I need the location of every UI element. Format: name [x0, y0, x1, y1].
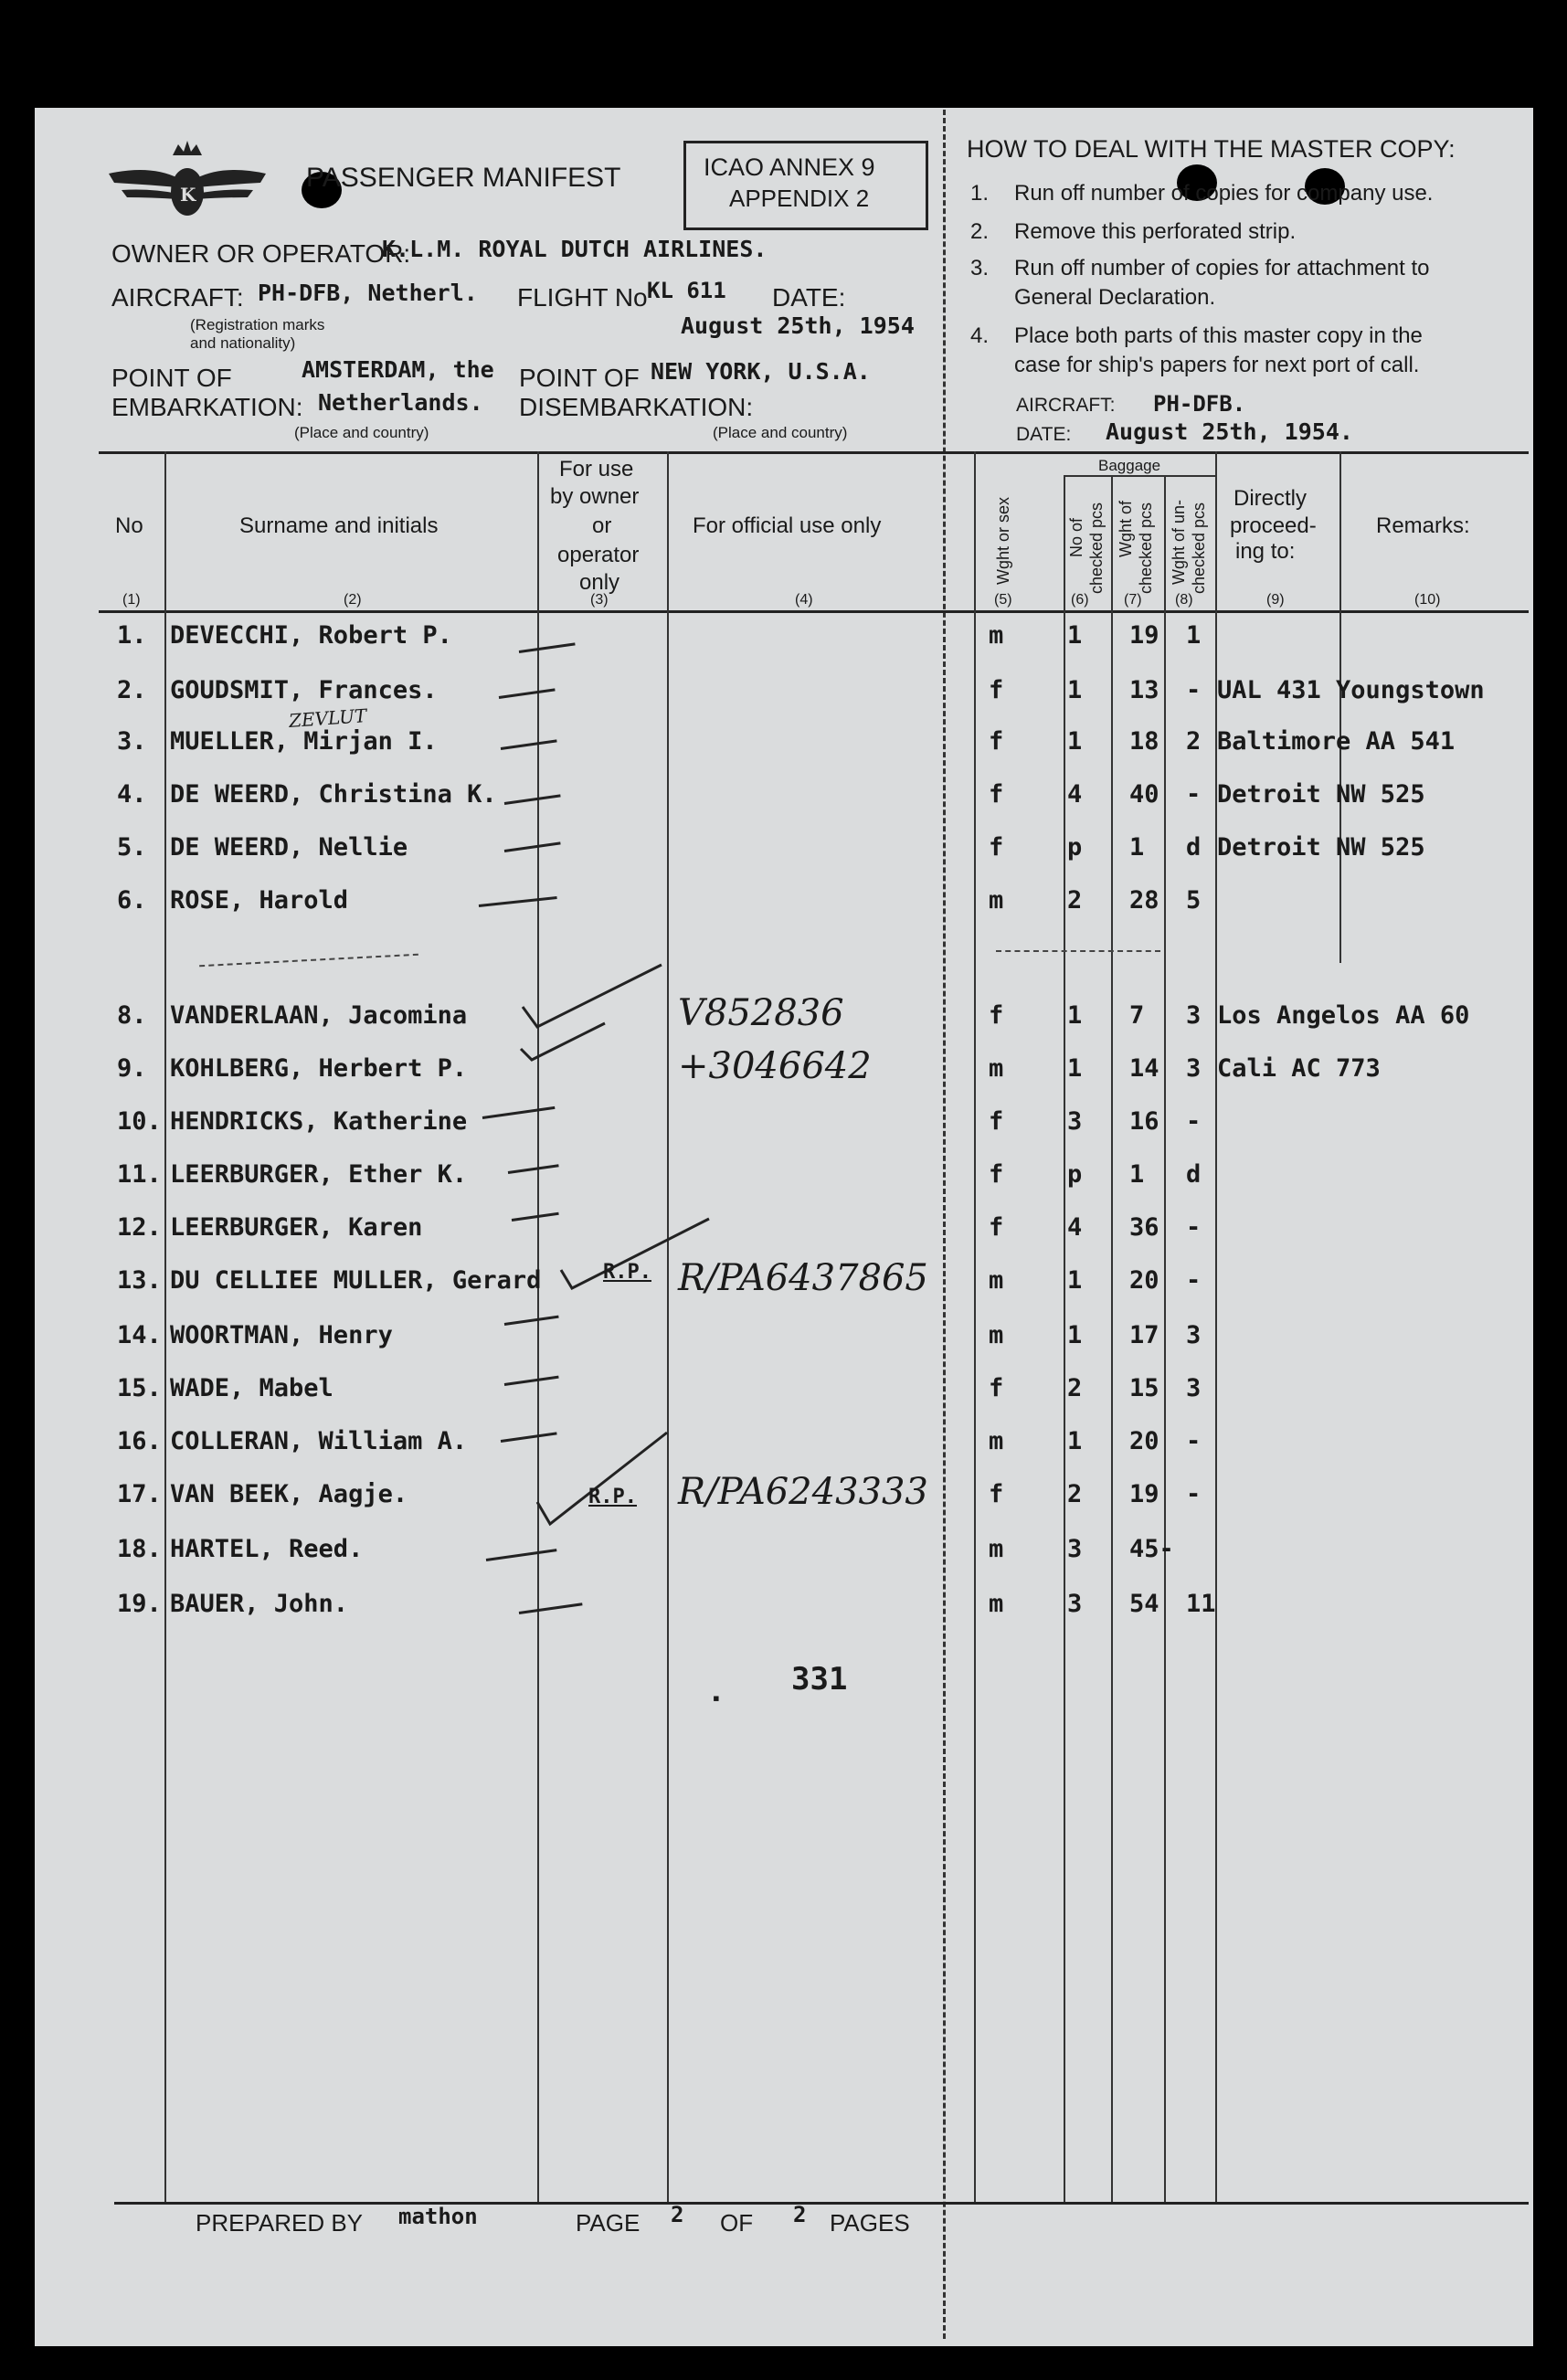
checked-weight: 54: [1129, 1590, 1159, 1618]
passenger-no: 3.: [117, 727, 147, 756]
col-header-owner-3: or: [592, 513, 612, 538]
table-row: [0, 676, 1567, 722]
table-row: [0, 727, 1567, 773]
aircraft-value: PH-DFB, Netherl.: [258, 280, 478, 306]
passenger-no: 14.: [117, 1321, 162, 1349]
passenger-sex: f: [989, 833, 1004, 862]
right-date-label: DATE:: [1016, 424, 1072, 445]
checked-pieces: 1: [1067, 1427, 1083, 1455]
checked-pieces: p: [1067, 833, 1083, 862]
instruction-text: Place both parts of this master copy in the: [1014, 323, 1423, 348]
table-row: [0, 1590, 1567, 1635]
checked-pieces: 4: [1067, 1213, 1083, 1242]
col-header-no-checked-2: checked pcs: [1087, 502, 1106, 594]
unchecked-weight: 3: [1186, 1374, 1202, 1402]
right-aircraft-value: PH-DFB.: [1153, 391, 1246, 417]
passenger-name: DE WEERD, Christina K.: [170, 780, 497, 809]
instruction-num: 2.: [970, 219, 990, 244]
passenger-no: 18.: [117, 1535, 162, 1563]
col-header-no-checked-1: No of: [1067, 517, 1085, 557]
passenger-name: HARTEL, Reed.: [170, 1535, 364, 1563]
col-number: (5): [994, 592, 1012, 608]
destination: Detroit NW 525: [1217, 833, 1425, 862]
official-use-entry: R/PA6243333: [678, 1471, 928, 1513]
of-label: OF: [720, 2209, 754, 2237]
table-row: [0, 1045, 1567, 1100]
checked-weight: 14: [1129, 1054, 1159, 1083]
col-number: (9): [1266, 592, 1285, 608]
passenger-name: COLLERAN, William A.: [170, 1427, 468, 1455]
destination: Los Angelos AA 60: [1217, 1001, 1470, 1030]
page-value: 2: [671, 2202, 684, 2227]
instruction-num: 1.: [970, 181, 990, 206]
col-number: (1): [122, 592, 141, 608]
checked-pieces: 1: [1067, 1266, 1083, 1295]
flight-value: KL 611: [647, 278, 726, 303]
passenger-no: 1.: [117, 621, 147, 650]
owner-value: K.L.M. ROYAL DUTCH AIRLINES.: [382, 236, 768, 262]
unchecked-weight: -: [1186, 676, 1202, 704]
deleted-row-line: [996, 950, 1160, 952]
col-header-wght-unchecked-2: checked pcs: [1190, 502, 1208, 594]
passenger-name: DU CELLIEE MULLER, Gerard: [170, 1266, 542, 1295]
passenger-sex: m: [989, 1266, 1004, 1295]
checked-pieces: 2: [1067, 1480, 1083, 1508]
table-row: [0, 1471, 1567, 1526]
checked-weight: 45-: [1129, 1535, 1174, 1563]
checkmark-icon: [534, 1429, 671, 1529]
table-row: [0, 992, 1567, 1047]
checked-pieces: p: [1067, 1160, 1083, 1189]
owner-label: OWNER OR OPERATOR:: [111, 239, 411, 268]
col-header-directly-3: ing to:: [1235, 539, 1296, 564]
passenger-no: 2.: [117, 676, 147, 704]
instruction-num: 4.: [970, 323, 990, 348]
rp-mark: R.P.: [588, 1486, 637, 1508]
col-header-baggage: Baggage: [1098, 457, 1161, 474]
passenger-sex: m: [989, 621, 1004, 650]
col-header-surname: Surname and initials: [239, 513, 439, 538]
passenger-name: DE WEERD, Nellie: [170, 833, 408, 862]
unchecked-weight: 2: [1186, 727, 1202, 756]
col-header-owner-4: operator: [557, 543, 640, 567]
instruction-text: Run off number of copies for company use.: [1014, 181, 1434, 206]
passenger-sex: f: [989, 727, 1004, 756]
official-use-entry: R/PA6437865: [678, 1257, 928, 1299]
checked-pieces: 3: [1067, 1107, 1083, 1136]
unchecked-weight: d: [1186, 833, 1202, 862]
instruction-num: 3.: [970, 256, 990, 280]
checked-pieces: 4: [1067, 780, 1083, 809]
table-row: [0, 833, 1567, 879]
unchecked-weight: -: [1186, 780, 1202, 809]
col-header-wght-unchecked-1: Wght of un-: [1170, 499, 1188, 585]
aircraft-label: AIRCRAFT:: [111, 283, 244, 312]
checked-weight: 17: [1129, 1321, 1159, 1349]
instruction-text: General Declaration.: [1014, 285, 1216, 310]
passenger-name: GOUDSMIT, Frances.: [170, 676, 438, 704]
passenger-sex: m: [989, 1535, 1004, 1563]
checked-weight: 40: [1129, 780, 1159, 809]
flight-label: FLIGHT No: [517, 283, 648, 312]
baggage-rule: [1064, 475, 1215, 477]
passenger-name: VAN BEEK, Aagje.: [170, 1480, 408, 1508]
passenger-no: 9.: [117, 1054, 147, 1083]
handwritten-correction: ZEVLUT: [288, 704, 368, 732]
passenger-name: KOHLBERG, Herbert P.: [170, 1054, 468, 1083]
icao-annex: ICAO ANNEX 9: [704, 153, 875, 181]
col-header-directly-2: proceed-: [1230, 513, 1317, 538]
col-header-wght-checked-2: checked pcs: [1137, 502, 1155, 594]
destination: Cali AC 773: [1217, 1054, 1381, 1083]
checked-pieces: 1: [1067, 1054, 1083, 1083]
date-label: DATE:: [772, 283, 846, 312]
passenger-no: 11.: [117, 1160, 162, 1189]
embark-value-2: Netherlands.: [318, 389, 483, 416]
table-row: [0, 621, 1567, 667]
table-row: [0, 1160, 1567, 1206]
instruction-text: case for ship's papers for next port of call.: [1014, 353, 1420, 377]
passenger-no: 4.: [117, 780, 147, 809]
unchecked-weight: d: [1186, 1160, 1202, 1189]
table-row: [0, 886, 1567, 932]
embark-label-1: POINT OF: [111, 364, 232, 392]
passenger-name: MUELLER, Mirjan I.: [170, 727, 438, 756]
prepared-by-value: mathon: [398, 2204, 478, 2229]
embark-label-2: EMBARKATION:: [111, 393, 303, 421]
right-date-value: August 25th, 1954.: [1106, 418, 1353, 445]
embark-value-1: AMSTERDAM, the: [302, 356, 494, 383]
pages-label: PAGES: [830, 2209, 910, 2237]
checked-pieces: 1: [1067, 1321, 1083, 1349]
checked-weight: 1: [1129, 1160, 1145, 1189]
passenger-no: 17.: [117, 1480, 162, 1508]
passenger-sex: f: [989, 1001, 1004, 1030]
passenger-no: 16.: [117, 1427, 162, 1455]
passenger-sex: m: [989, 1321, 1004, 1349]
checked-weight: 15: [1129, 1374, 1159, 1402]
unchecked-weight: -: [1186, 1427, 1202, 1455]
klm-crown-wings-logo: [105, 137, 270, 228]
checked-pieces: 2: [1067, 886, 1083, 915]
table-row: [0, 780, 1567, 826]
checked-weight: 16: [1129, 1107, 1159, 1136]
table-row: [0, 1213, 1567, 1259]
col-number: (8): [1175, 592, 1193, 608]
checked-weight: 20: [1129, 1266, 1159, 1295]
passenger-name: HENDRICKS, Katherine: [170, 1107, 468, 1136]
manifest-title: PASSENGER MANIFEST: [306, 163, 621, 193]
col-header-remarks: Remarks:: [1376, 513, 1470, 538]
passenger-no: 6.: [117, 886, 147, 915]
checked-weight: 28: [1129, 886, 1159, 915]
aircraft-note-2: and nationality): [190, 334, 296, 352]
col-header-official: For official use only: [693, 513, 882, 538]
page-label: PAGE: [576, 2209, 641, 2237]
checkmark-icon: [517, 1018, 609, 1063]
checked-pieces: 2: [1067, 1374, 1083, 1402]
total-count: 331: [791, 1661, 848, 1698]
unchecked-weight: -: [1186, 1480, 1202, 1508]
disembark-label-1: POINT OF: [519, 364, 640, 392]
disembark-value: NEW YORK, U.S.A.: [651, 358, 871, 385]
passenger-name: LEERBURGER, Karen: [170, 1213, 423, 1242]
passenger-name: VANDERLAAN, Jacomina: [170, 1001, 468, 1030]
unchecked-weight: 11: [1186, 1590, 1216, 1618]
checked-weight: 36: [1129, 1213, 1159, 1242]
checked-pieces: 3: [1067, 1590, 1083, 1618]
passenger-name: DEVECCHI, Robert P.: [170, 621, 452, 650]
passenger-no: 10.: [117, 1107, 162, 1136]
table-row: [0, 1374, 1567, 1420]
col-number: (10): [1414, 592, 1441, 608]
passenger-no: 5.: [117, 833, 147, 862]
passenger-no: 19.: [117, 1590, 162, 1618]
disembark-label-2: DISEMBARKATION:: [519, 393, 754, 421]
unchecked-weight: -: [1186, 1266, 1202, 1295]
checked-pieces: 1: [1067, 621, 1083, 650]
checked-pieces: 3: [1067, 1535, 1083, 1563]
col-header-wght-checked-1: Wght of: [1117, 500, 1135, 557]
checked-weight: 18: [1129, 727, 1159, 756]
aircraft-note-1: (Registration marks: [190, 316, 325, 333]
official-use-entry: V852836: [678, 992, 844, 1034]
right-aircraft-label: AIRCRAFT:: [1016, 395, 1116, 416]
unchecked-weight: -: [1186, 1107, 1202, 1136]
passenger-sex: m: [989, 886, 1004, 915]
passenger-name: LEERBURGER, Ether K.: [170, 1160, 468, 1189]
table-row: [0, 1321, 1567, 1367]
passenger-sex: m: [989, 1427, 1004, 1455]
checked-weight: 20: [1129, 1427, 1159, 1455]
col-header-owner-2: by owner: [550, 484, 640, 509]
col-number: (6): [1071, 592, 1089, 608]
table-row: [0, 1535, 1567, 1581]
disembark-place-note: (Place and country): [713, 424, 848, 441]
destination: Detroit NW 525: [1217, 780, 1425, 809]
unchecked-weight: 3: [1186, 1001, 1202, 1030]
col-number: (2): [344, 592, 362, 608]
passenger-sex: m: [989, 1590, 1004, 1618]
unchecked-weight: 5: [1186, 886, 1202, 915]
table-bottom-rule: [114, 2202, 1529, 2205]
unchecked-weight: 1: [1186, 621, 1202, 650]
col-header-no: No: [115, 513, 143, 538]
rp-mark: R.P.: [603, 1261, 651, 1284]
embark-place-note: (Place and country): [294, 424, 429, 441]
destination: UAL 431 Youngstown: [1217, 676, 1485, 704]
table-top-rule: [99, 451, 1529, 454]
passenger-sex: f: [989, 1374, 1004, 1402]
col-number: (7): [1124, 592, 1142, 608]
instruction-text: Run off number of copies for attachment to: [1014, 256, 1430, 280]
table-row: [0, 1107, 1567, 1153]
of-value: 2: [793, 2202, 807, 2227]
checked-pieces: 1: [1067, 727, 1083, 756]
passenger-name: BAUER, John.: [170, 1590, 349, 1618]
checked-weight: 19: [1129, 621, 1159, 650]
passenger-sex: f: [989, 1213, 1004, 1242]
passenger-sex: f: [989, 780, 1004, 809]
official-use-entry: +3046642: [678, 1045, 872, 1087]
date-value: August 25th, 1954: [681, 312, 915, 339]
passenger-no: 12.: [117, 1213, 162, 1242]
checked-weight: 19: [1129, 1480, 1159, 1508]
passenger-sex: f: [989, 1480, 1004, 1508]
checked-weight: 7: [1129, 1001, 1145, 1030]
table-row: [0, 1257, 1567, 1312]
checkmark-icon: [557, 1215, 713, 1297]
instruction-text: Remove this perforated strip.: [1014, 219, 1297, 244]
passenger-sex: m: [989, 1054, 1004, 1083]
col-header-owner-1: For use: [559, 457, 634, 481]
passenger-sex: f: [989, 1107, 1004, 1136]
passenger-name: ROSE, Harold: [170, 886, 349, 915]
checked-pieces: 1: [1067, 1001, 1083, 1030]
col-header-directly-1: Directly: [1233, 486, 1308, 511]
col-number: (3): [590, 592, 609, 608]
prepared-by-label: PREPARED BY: [196, 2209, 364, 2237]
table-header-rule: [99, 610, 1529, 613]
passenger-name: WADE, Mabel: [170, 1374, 334, 1402]
checked-weight: 1: [1129, 833, 1145, 862]
col-header-wght-sex: Wght or sex: [994, 496, 1012, 585]
total-dot: ▪: [713, 1687, 720, 1709]
destination: Baltimore AA 541: [1217, 727, 1456, 756]
passenger-sex: f: [989, 676, 1004, 704]
unchecked-weight: -: [1186, 1213, 1202, 1242]
passenger-no: 13.: [117, 1266, 162, 1295]
passenger-no: 15.: [117, 1374, 162, 1402]
instructions-title: HOW TO DEAL WITH THE MASTER COPY:: [967, 135, 1456, 163]
icao-appendix: APPENDIX 2: [729, 185, 870, 212]
passenger-sex: f: [989, 1160, 1004, 1189]
passenger-name: WOORTMAN, Henry: [170, 1321, 393, 1349]
unchecked-weight: 3: [1186, 1054, 1202, 1083]
checked-weight: 13: [1129, 676, 1159, 704]
col-number: (4): [795, 592, 813, 608]
passenger-no: 8.: [117, 1001, 147, 1030]
checked-pieces: 1: [1067, 676, 1083, 704]
unchecked-weight: 3: [1186, 1321, 1202, 1349]
col-header-owner-5: only: [579, 570, 620, 595]
table-row: [0, 1427, 1567, 1473]
svg-text:K: K: [180, 184, 196, 206]
